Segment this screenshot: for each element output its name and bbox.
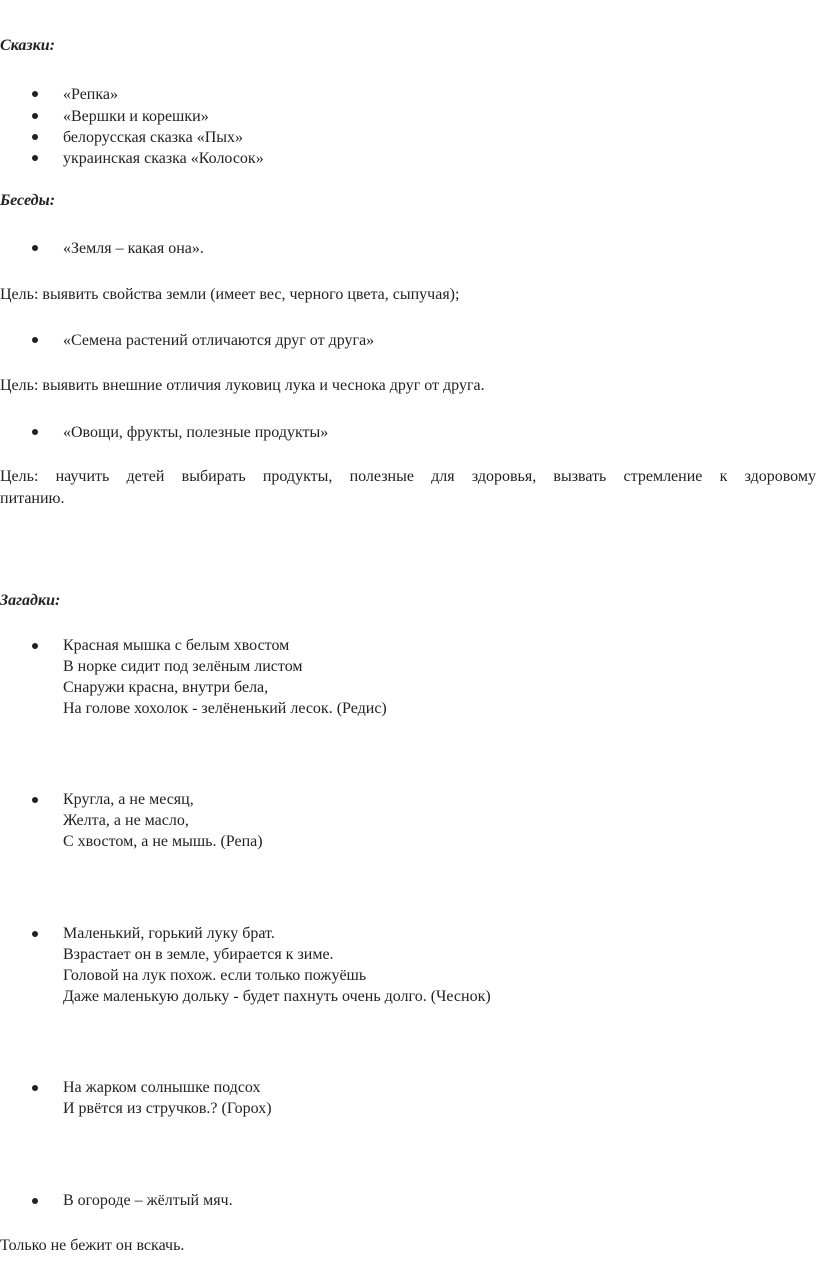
talk-goal: Цель: выявить внешние отличия луковиц лука и чеснока друг от друга. — [0, 377, 485, 394]
riddle-line: В норке сидит под зелёным листом — [63, 658, 303, 675]
talk-goal-line: питанию. — [0, 490, 65, 507]
bullet-icon — [32, 245, 38, 251]
riddle-line: Даже маленькую дольку - будет пахнуть очень долго. (Чеснок) — [63, 988, 491, 1005]
bullet-icon — [32, 643, 38, 649]
riddle-line: Кругла, а не месяц, — [63, 791, 194, 808]
talk-title: «Овощи, фрукты, полезные продукты» — [63, 424, 329, 441]
talk-title: «Семена растений отличаются друг от друга» — [63, 332, 375, 349]
riddle-line: На жарком солнышке подсох — [63, 1079, 261, 1096]
riddle-item — [63, 635, 387, 719]
talk-title: «Земля – какая она». — [63, 240, 204, 257]
fairy-tale-item: «Вершки и корешки» — [63, 108, 209, 125]
riddle-line: Маленький, горький луку брат. — [63, 925, 275, 942]
riddle-line: В огороде – жёлтый мяч. — [63, 1192, 233, 1209]
bullet-icon — [32, 134, 38, 140]
talk-goal-line: Цель: научить детей выбирать продукты, полезные для здоровья, вызвать стремление к здоровому — [0, 468, 816, 485]
riddle-line: Головой на лук похож. если только пожуёшь — [63, 967, 367, 984]
bullet-icon — [32, 337, 38, 343]
bullet-icon — [32, 91, 38, 97]
riddle-item — [63, 789, 263, 852]
talk-goal: Цель: выявить свойства земли (имеет вес, черного цвета, сыпучая); — [0, 286, 460, 303]
riddle-line: На голове хохолок - зелёненький лесок. (Редис) — [63, 700, 387, 717]
bullet-icon — [32, 155, 38, 161]
riddle-line: И рвётся из стручков.? (Горох) — [63, 1100, 272, 1117]
riddle-line: Взрастает он в земле, убирается к зиме. — [63, 946, 334, 963]
riddle-line: Красная мышка с белым хвостом — [63, 637, 290, 654]
bullet-icon — [32, 1085, 38, 1091]
riddle-item — [63, 1190, 233, 1211]
riddle-line: Снаружи красна, внутри бела, — [63, 679, 269, 696]
bullet-icon — [32, 931, 38, 937]
fairy-tales-heading: Сказки: — [0, 37, 55, 54]
bullet-icon — [32, 113, 38, 119]
riddle-line: Желта, а не масло, — [63, 812, 189, 829]
fairy-tale-item: «Репка» — [63, 86, 118, 103]
fairy-tale-item: белорусская сказка «Пых» — [63, 129, 243, 146]
bullet-icon — [32, 429, 38, 435]
riddle-item — [63, 1077, 272, 1119]
riddles-heading: Загадки: — [0, 592, 61, 609]
talks-heading: Беседы: — [0, 192, 56, 209]
riddle-item — [63, 923, 491, 1007]
fairy-tale-item: украинская сказка «Колосок» — [63, 150, 264, 167]
riddle-trailing-line: Только не бежит он вскачь. — [0, 1237, 185, 1254]
bullet-icon — [32, 797, 38, 803]
riddle-line: С хвостом, а не мышь. (Репа) — [63, 833, 263, 850]
bullet-icon — [32, 1198, 38, 1204]
